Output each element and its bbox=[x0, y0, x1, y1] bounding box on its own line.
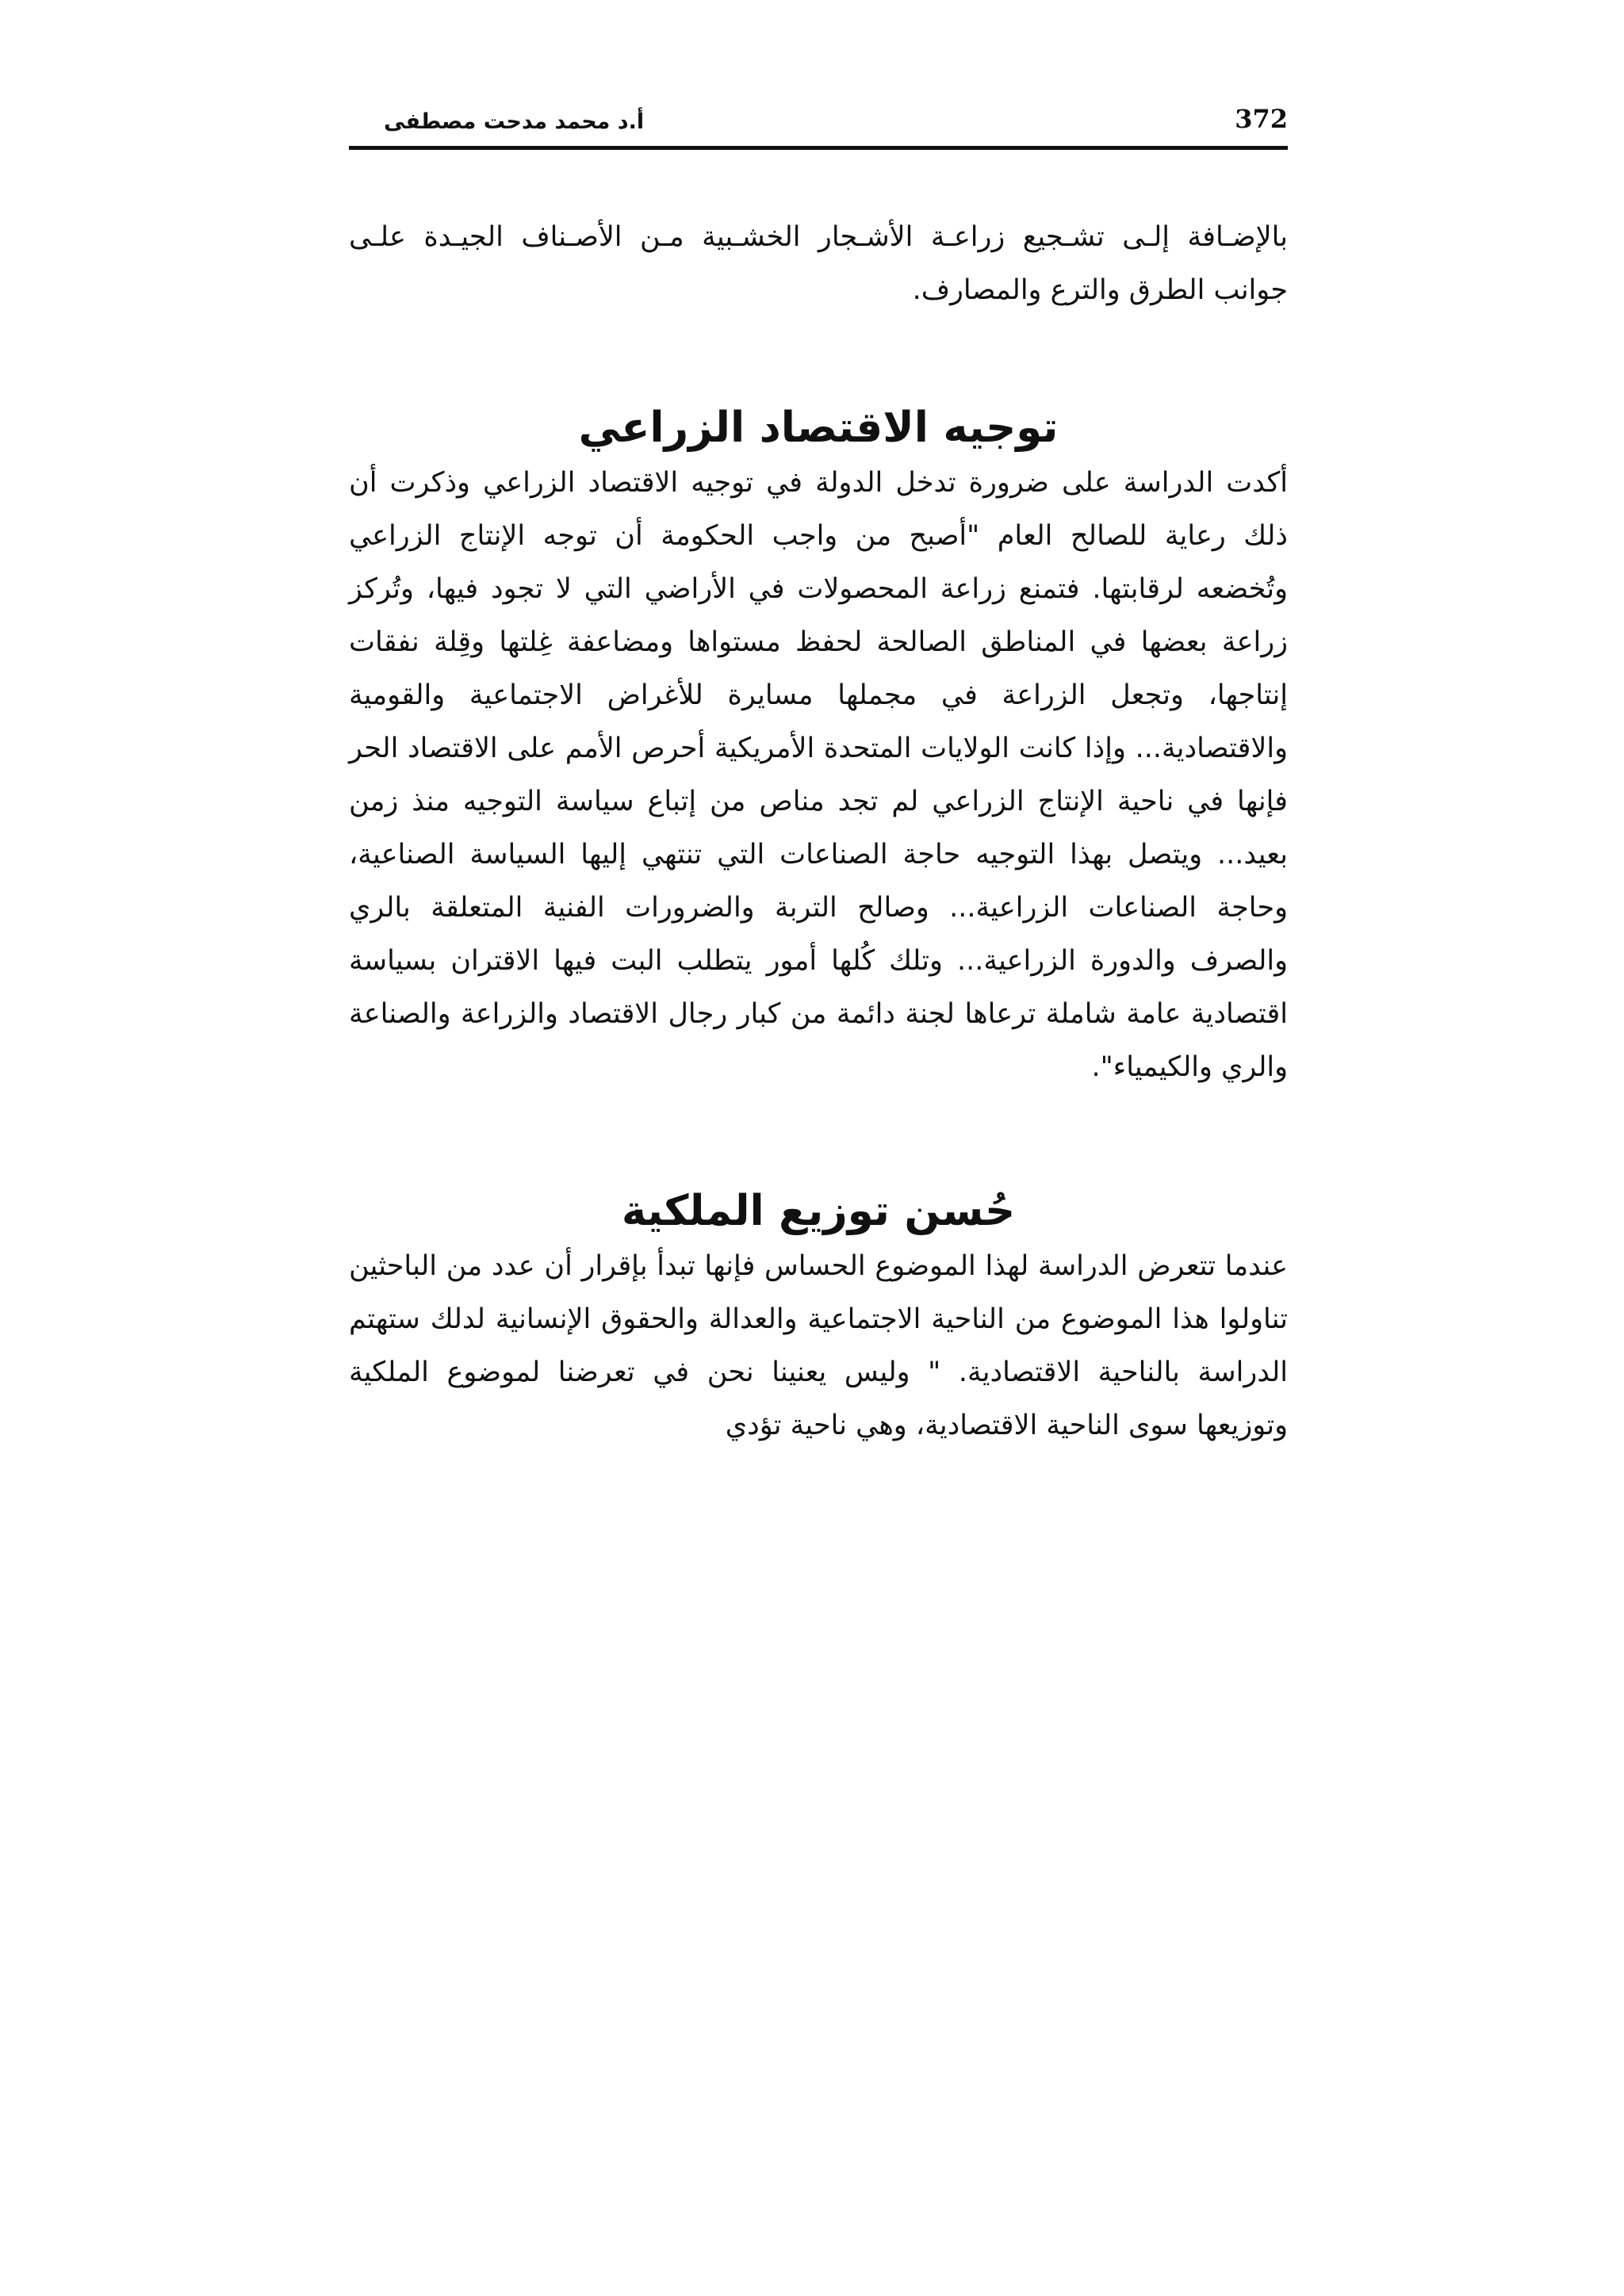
intro-paragraph: بالإضـافة إلـى تشـجيع زراعـة الأشـجار الخشـبية مـن الأصـناف الجيـدة علـى جوانب الطرق والترع والمصارف. bbox=[349, 221, 1288, 306]
section-paragraph-agricultural-economy: أكدت الدراسة على ضرورة تدخل الدولة في توجيه الاقتصاد الزراعي وذكرت أن ذلك رعاية للصالح العام "أصبح من واجب الحكومة أن توجه الإنتاج الزراعي وتُخضعه لرقابتها. فتمنع زراعة المحصولات في الأراضي التي لا تجود فيها، وتُركز زراعة بعضها في المناطق الصالحة لحفظ مستواها ومضاعفة غِلتها وقِلة نفقات إنتاجها، وتجعل الزراعة في مجملها مسايرة للأغراض الاجتماعية والقومية والاقتصادية... وإذا كانت الولايات المتحدة الأمريكية أحرص الأمم على الاقتصاد الحر فإنها في ناحية الإنتاج الزراعي لم تجد مناص من إتباع سياسة التوجيه منذ زمن بعيد... ويتصل بهذا التوجيه حاجة الصناعات التي تنتهي إليها السياسة الصناعية، وحاجة الصناعات الزراعية... وصالح التربة والضرورات الفنية المتعلقة بالري والصرف والدورة الزراعية... وتلك كُلها أمور يتطلب البت فيها الاقتران بسياسة اقتصادية عامة شاملة ترعاها لجنة دائمة من كبار رجال الاقتصاد والزراعة والصناعة والري والكيمياء". bbox=[349, 467, 1288, 1083]
section-heading-ownership-distribution: حُسن توزيع الملكية bbox=[621, 1187, 1016, 1235]
section-heading-agricultural-economy: توجيه الاقتصاد الزراعي bbox=[578, 404, 1059, 452]
author-name: أ.د محمد مدحت مصطفى bbox=[384, 109, 645, 134]
page-body bbox=[349, 211, 1288, 1452]
page-number: 372 bbox=[1235, 104, 1288, 134]
section-paragraph-ownership-distribution: عندما تتعرض الدراسة لهذا الموضوع الحساس فإنها تبدأ بإقرار أن عدد من الباحثين تناولوا هذا الموضوع من الناحية الاجتماعية والعدالة والحقوق الإنسانية لدلك ستهتم الدراسة بالناحية الاقتصادية. " وليس يعنينا نحن في تعرضنا لموضوع الملكية وتوزيعها سوى الناحية الاقتصادية، وهي ناحية تؤدي bbox=[349, 1250, 1288, 1441]
header-divider bbox=[349, 146, 1288, 150]
page-header bbox=[349, 101, 1288, 149]
